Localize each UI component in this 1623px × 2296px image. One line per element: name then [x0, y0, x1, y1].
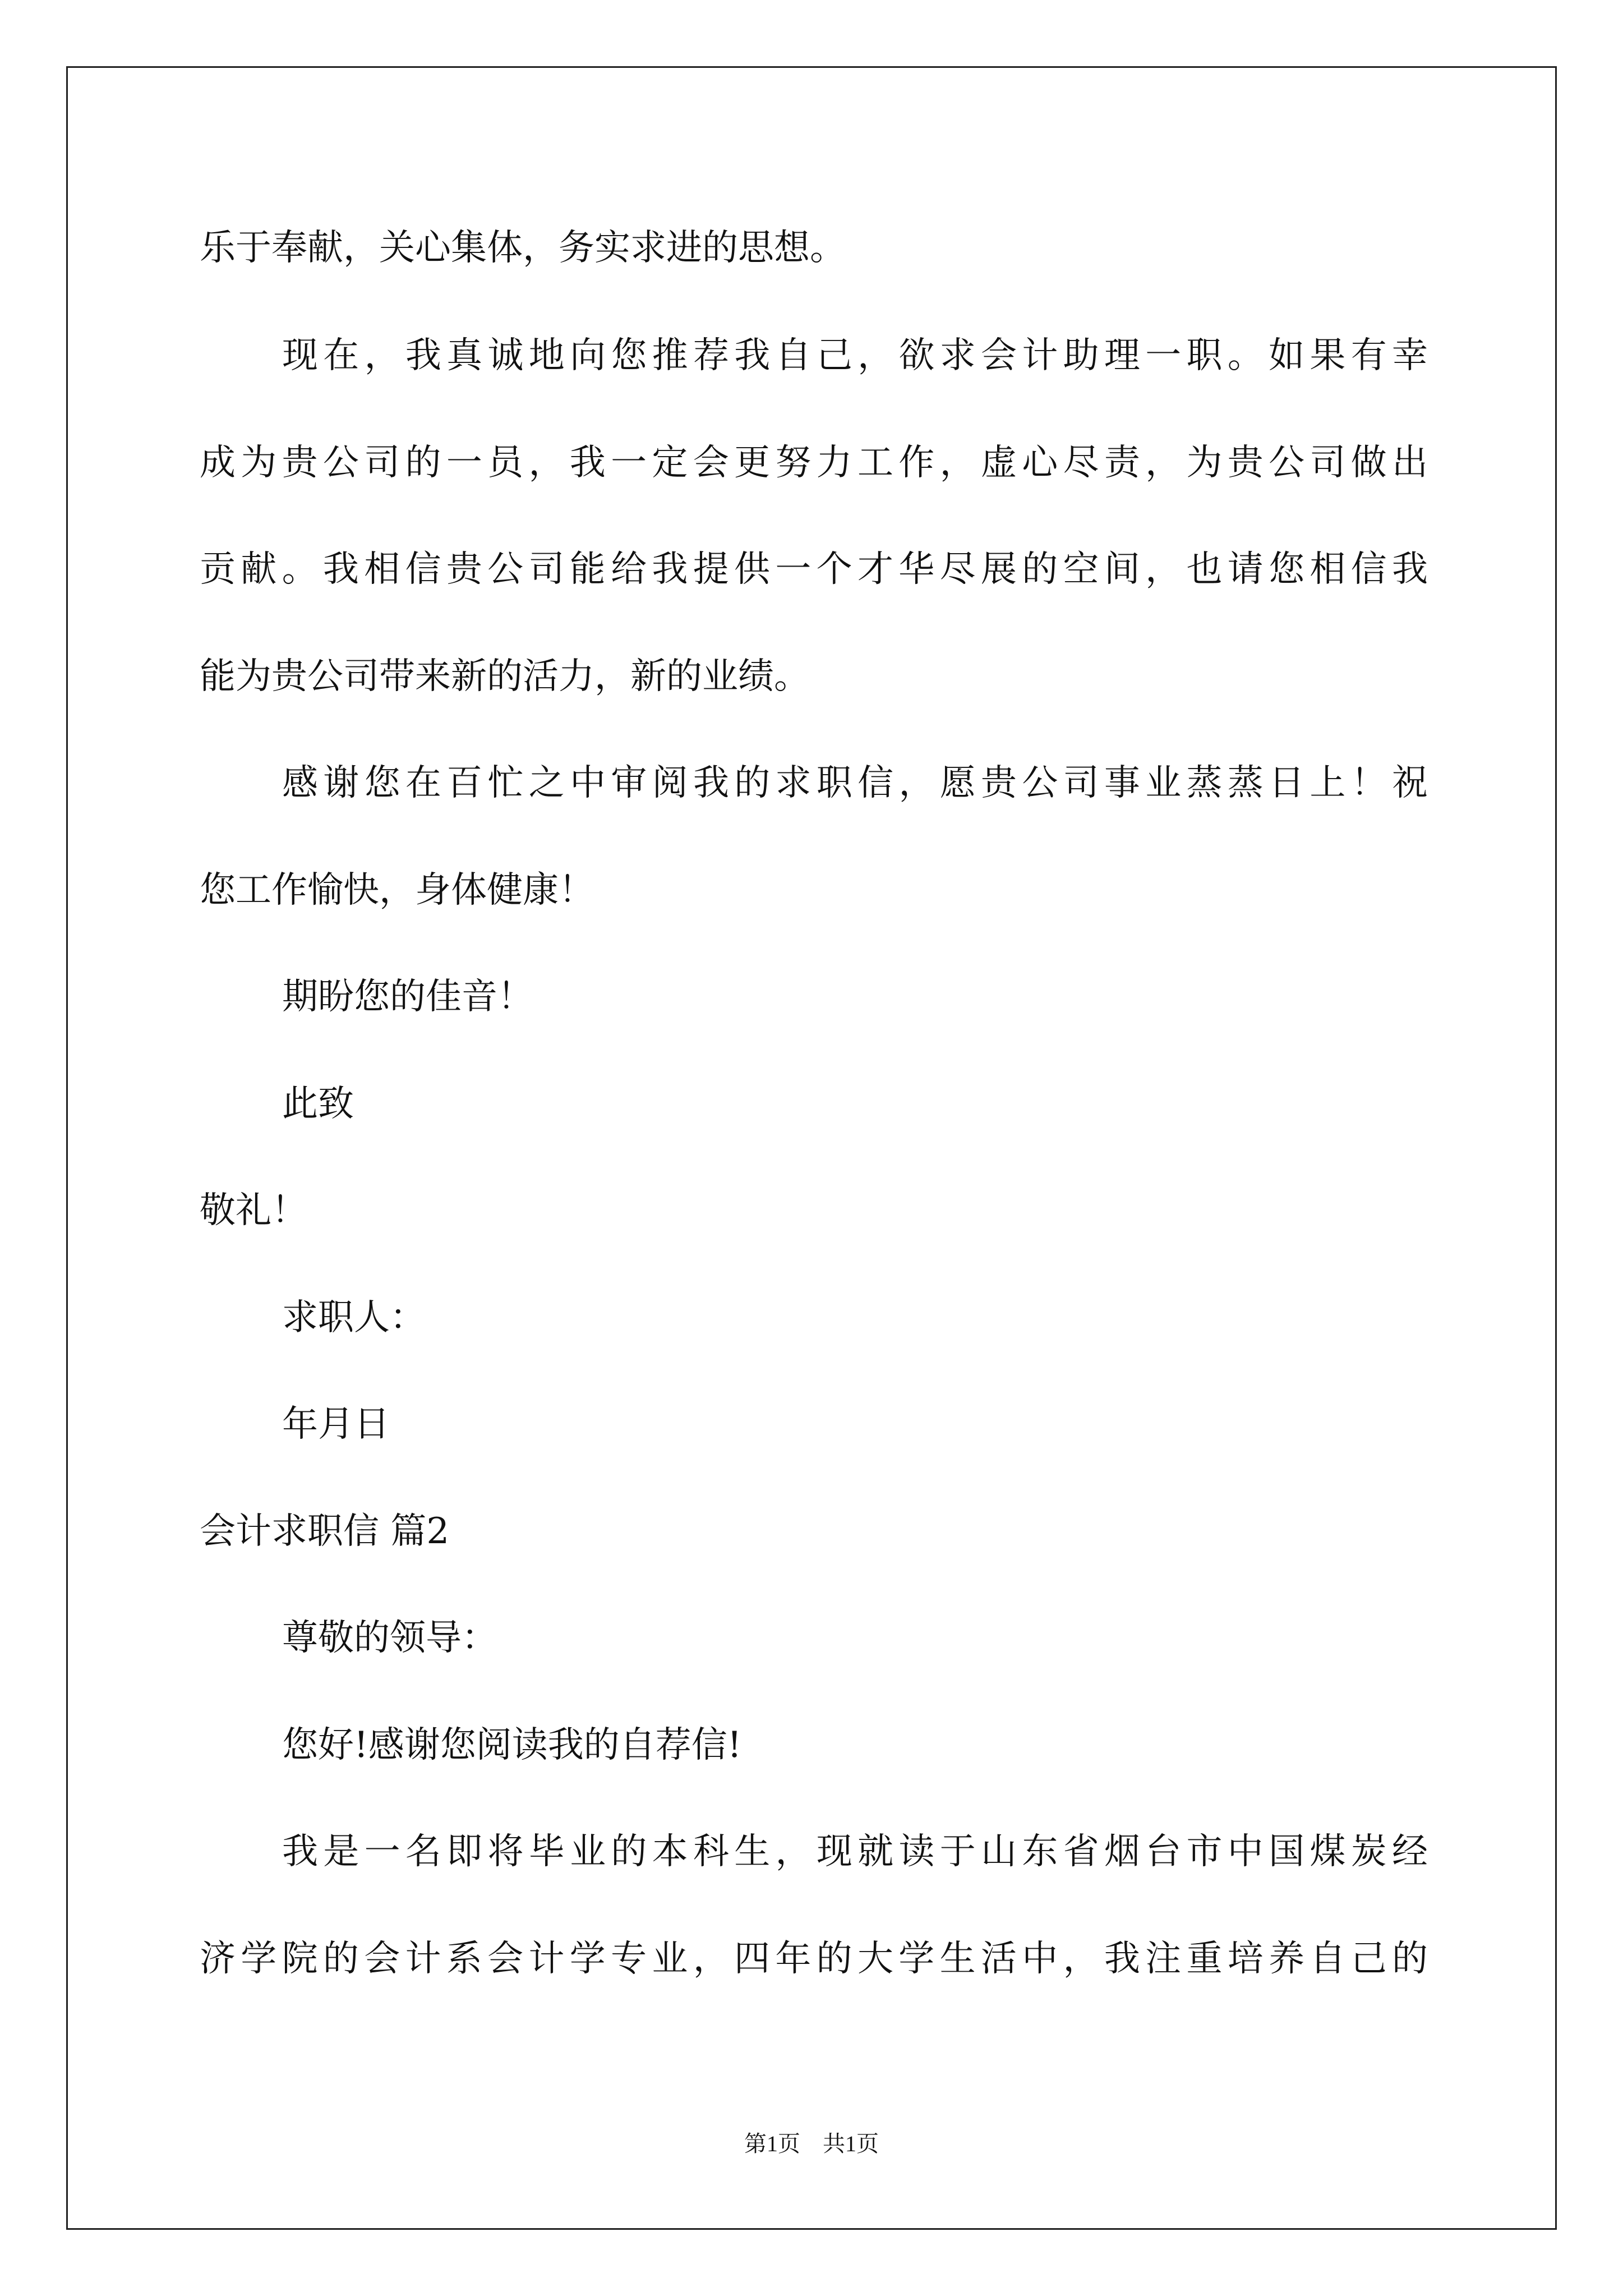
text-line: 此致 — [282, 1083, 354, 1125]
section-heading: 会计求职信 篇2 — [200, 1511, 450, 1552]
page-footer: 第1页 共1页 — [744, 2131, 879, 2156]
text-line: 期盼您的佳音！ — [282, 976, 533, 1018]
text-line: 您好!感谢您阅读我的自荐信! — [282, 1724, 742, 1766]
text-line: 贡献。我相信贵公司能给我提供一个才华尽展的空间，也请您相信我 — [200, 549, 1428, 590]
text-line: 年月日 — [282, 1404, 390, 1445]
text-line: 感谢您在百忙之中审阅我的求职信，愿贵公司事业蒸蒸日上！祝 — [282, 762, 1428, 804]
text-line: 尊敬的领导： — [282, 1617, 497, 1659]
page-border — [66, 66, 1557, 2230]
text-line: 济学院的会计系会计学专业，四年的大学生活中，我注重培养自己的 — [200, 1938, 1428, 1980]
text-line: 敬礼！ — [200, 1190, 307, 1231]
text-line: 我是一名即将毕业的本科生，现就读于山东省烟台市中国煤炭经 — [282, 1831, 1428, 1872]
text-line: 能为贵公司带来新的活力，新的业绩。 — [200, 656, 810, 697]
text-line: 求职人： — [282, 1297, 426, 1338]
text-line: 您工作愉快，身体健康！ — [200, 869, 594, 911]
text-line: 成为贵公司的一员，我一定会更努力工作，虚心尽责，为贵公司做出 — [200, 442, 1428, 484]
text-line: 现在，我真诚地向您推荐我自己，欲求会计助理一职。如果有幸 — [282, 335, 1428, 376]
text-line: 乐于奉献，关心集体，务实求进的思想。 — [200, 227, 846, 269]
